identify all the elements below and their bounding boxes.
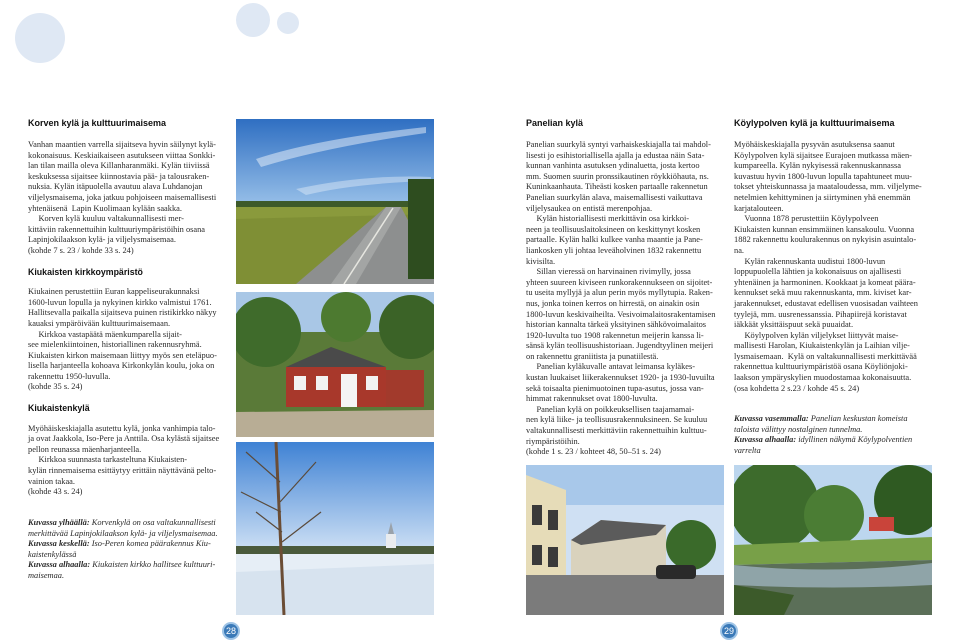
caption-label: Kuvassa vasemmalla: [734,414,809,423]
village-text-line: Kirkkoa suunnasta tarkasteltuna Kiukaisten- [28,455,188,465]
caption-line [28,529,228,540]
caption-line [28,571,228,582]
panelia-text-line: sänsä kylän teollisuushistoriaan. Jugendtyylinen meijeri [526,341,714,351]
panelia-text-line: nus, jonka toinen kerros on hirrestä, on ainakin osin [526,298,700,308]
village-text-line: (kohde 43 s. 24) [28,487,83,497]
village-text-line: vainion takaa. [28,476,75,486]
photo-panelia-center [526,465,724,615]
photo-korven-road [236,119,434,284]
caption-text: kaistenkylässä [28,549,77,559]
intro-line: kokonaisuus. Keskiaikaiseen asutukseen viittaa Sonkki- [28,150,216,160]
koylypolvi-text-line: tokset yhteiskunnassa ja maataloudessa, mm. viljelyme- [734,182,922,192]
intro-line: keskuksessa sijaitsee kiinnostavia pää- ja talousraken- [28,171,210,181]
koylypolvi-text-line: loppupuolella lähtien ja kokonaisuus on ajallisesti [734,267,902,277]
village-text-line: ja ovat Jaakkola, Iso-Pere ja Anttila. Osa kylästä sijaitsee [28,434,220,444]
caption-text: taloista välittyy nostalginen tunnelma. [734,424,863,434]
koylypolvi-text-line: kuvastuu hyvin 1800-luvun lopulla tapahtuneet muu- [734,171,912,181]
intro-line: viljelysmaisema, joka jatkuu pohjoiseen maisemallisesti [28,192,217,202]
village-text [28,424,228,498]
panelia-text-line: valtakunnallisesti merkittäviin rakennettuihin kulttuu- [526,426,707,436]
village-text-line: pellon reunassa mäenharjanteella. [28,444,142,454]
panelia-text-line: sekä toisaalta pienimuotoinen tupa-asutus, jossa van- [526,383,704,393]
intro-line: Korven kylä kuuluu valtakunnallisesti mer- [28,214,184,224]
church-text-line: see mielenkiintoinen, historiallinen rakennusryhmä. [28,340,202,350]
village-text-line: kylän rinnemaisema esittäytyy erittäin näyttävänä pelto- [28,466,217,476]
panelia-text-line: kunnan vanhinta asutuksen ydinaluetta, josta kertoo [526,161,700,171]
koylypolvi-text-line: Köylypolven kylä sijaitsee Eurajoen mutkassa mäen- [734,150,912,160]
caption-text: Korvenkylä on osa valtakunnallisesti [89,518,216,527]
church-heading: Kiukaisten kirkkoympäristö [28,266,143,277]
koylypolvi-text-line: 1882 rakennettu koulurakennus on nykyisin asuintalo- [734,235,917,245]
koylypolvi-text-line: (osa kohdetta 2 s.23 / kohde 45 s. 24) [734,383,860,393]
intro-line: (kohde 7 s. 23 / kohde 33 s. 24) [28,245,134,255]
village-text-line: Myöhäiskeskiajalla asutettu kylä, jonka vanhimpia talo- [28,423,216,433]
koylypolvi-text-line: jarakennukset, edustavat edellisen vuosisadan vaihteen [734,298,918,308]
caption-text: maisemaa. [28,570,65,580]
church-text-line: Hallitsevalla paikalla sijaitseva puinen ristikirkko näkyy [28,308,217,318]
church-text-line: kauaksi ympäröivään kulttuurimaisemaan. [28,318,171,328]
koylypolvi-text-line: lysmaisemaan. Kylä on valtakunnallisesti merkittävää [734,351,917,361]
right-col2-text [734,140,934,394]
church-text-line: lisella harjanteella kohoava Kirkonkylän koulu, joka on [28,361,215,371]
panelia-text-line: himmat rakennukset ovat 1800-luvulta. [526,394,658,404]
koylypolvi-text-line: karjatalouteen. [734,203,784,213]
caption-line [28,560,228,571]
panelia-text-line: historian kannalta tärkeä yksityinen sähkövoimalaitos [526,320,707,330]
panelia-text-line: neen ja teollisuuslaitoksineen on keskittynyt kosken [526,224,701,234]
intro-line: Lapinjokilaakson kylä- ja viljelysmaisemaa. [28,235,176,245]
caption-line [28,550,228,561]
church-text-line: Kiukainen perustettiin Euran kappeliseurakunnaksi [28,287,200,297]
koylypolvi-text-line: mallisesti Harolan, Kiukaistenkylän ja Laihian vilje- [734,341,910,351]
koylypolvi-text-line: iäkkäät yksittäispuut sekä puuaidat. [734,320,854,330]
caption-label: Kuvassa keskellä: [28,539,90,549]
koylypolvi-text-line: Myöhäiskeskiajalla pysyvän asutuksensa saanut [734,140,895,149]
caption-label: Kuvassa alhaalla: [28,560,91,570]
church-text-line: (kohde 35 s. 24) [28,382,83,392]
caption-line [734,435,934,446]
panelia-text-line: nen kylä liike- ja teollisuusrakennuksineen. Se kuuluu [526,415,708,425]
panelia-text-line: mm. Suomen suurin pronssikautinen röykkiöhauta, ns. [526,171,709,181]
panelia-text-line: viljelysaukea on entistä merenpohjaa. [526,203,653,213]
panelia-text-line: yhteen suureen kiviseen runkorakennukseen on sijoitet- [526,277,713,287]
caption-line [734,446,934,457]
panelia-text-line: 1800-luvun keskivaiheilta. Vesivoimalaitosrakentamisen [526,309,716,319]
church-text-line: rakennettu 1950-luvulla. [28,371,111,381]
intro-line: kittäviin rakennettuihin kulttuuriympäristöihin osana [28,224,206,234]
intro-text [28,140,228,257]
church-text [28,287,228,393]
left-text-column [28,140,228,498]
koylypolvi-text-line: Vuonna 1878 perustettiin Köylypolveen [734,214,879,224]
right-col1-text [526,140,726,458]
photo-koylypolvi-river [734,465,932,615]
panelia-text-line: Panelian kyläkuvalle antavat leimansa kyläkes- [526,362,696,372]
panelia-text-line: Panelian suurkylän alava, maisemallisesti vaikuttava [526,192,703,202]
photo-kiukainen-church [236,442,434,615]
panelia-text-line: on rakennettu graniitista ja punatiilestä. [526,351,659,361]
intro-line: lan tilan mailla oleva Killanharanmäki. Kylän tiiviissä [28,161,210,171]
koylypolvi-text-line: yhtenäinen ja harmoninen. Kookkaat ja komeat päära- [734,277,916,287]
panelia-text-line: Panelian kylä on poikkeuksellisen taajamamai- [526,404,695,414]
photo-iso-pere-house [236,292,434,437]
caption-line [28,518,228,529]
koylypolvi-text-line: Kiukaisten kunnan ensimmäinen kansakoulu. Vuonna [734,224,915,234]
right-col1-heading: Panelian kylä [526,118,584,128]
panelia-text-line: Kuninkaanhauta. Tiheästi kosken partaalle rakennetun [526,182,708,192]
village-heading: Kiukaistenkylä [28,403,90,414]
page-number-left: 28 [225,626,236,636]
church-text-line: 1600-luvun lopulla ja nykyinen kirkko valmistui 1761. [28,297,212,307]
panelia-text-line: Sillan vieressä on harvinainen rivimylly, jossa [526,267,691,277]
panelia-text-line: (kohde 1 s. 23 / kohteet 48, 50–51 s. 24) [526,447,661,457]
koylypolvi-text-line: tyylejä, mm. uusrenessanssia. Pihapiirejä koristavat [734,309,907,319]
church-text-line: Kiukaisten kirkon maisemaan liittyy myös sen eteläpuo- [28,350,217,360]
panelia-text-line: riympäristöihin. [526,436,580,446]
caption-text: Iso-Peren komea päärakennus Kiu- [89,539,211,549]
panelia-text-line: 1920-luvulta tuo 1908 rakennetun meijerin kanssa li- [526,330,704,340]
koylypolvi-text-line: kumpareella. Kylän nykyisessä rakennuskannassa [734,161,901,171]
panelia-text-line: kivisilta. [526,256,556,266]
intro-line: yhtenäisenä Lapin Kuolimaan kylään saakka. [28,203,182,213]
panelia-text-line: Panelian suurkylä syntyi varhaiskeskiajalla tai mahdol- [526,140,711,149]
caption-line [734,425,934,436]
caption-text: idyllinen näkymä Köylypolventien [796,435,913,445]
intro-line: Vanhan maantien varrella sijaitseva hyvin säilynyt kylä- [28,140,216,149]
koylypolvi-text-line: rakennettua kulttuuriympäristöä osana Köyliönjoki- [734,362,908,372]
caption-text: varrelta [734,445,761,455]
panelia-text-line: liankosken yli johtaa leveäholvinen 1832 rakennettu [526,245,702,255]
koylypolvi-text-line: na. [734,245,744,255]
panelia-text-line: lisesti jo esihistoriallisella ajalla ja edustaa näin Sata- [526,150,705,160]
panelia-text-line: kustan luukaiset liikerakennukset 1920- ja 1930-luvuilta [526,373,715,383]
caption-label: Kuvassa ylhäällä: [28,518,90,527]
decor-circle-large [15,13,65,63]
left-page-heading: Korven kylä ja kulttuurimaisema [28,118,167,128]
decor-circle-small [277,12,299,34]
caption-label: Kuvassa alhaalla: [734,435,797,445]
right-col2-heading: Köylypolven kylä ja kulttuurimaisema [734,118,895,128]
caption-text: merkittävää Lapinjokilaakson kylä- ja viljelysmaisemaa. [28,528,218,538]
right-caption [734,414,934,456]
caption-line [734,414,934,425]
decor-circle-medium [236,3,270,37]
panelia-text-line: tu useita myllyjä ja alun perin myös myllytupia. Raken- [526,288,713,298]
panelia-text-line: Kylän historiallisesti merkittävin osa kirkkoi- [526,214,690,224]
koylypolvi-text-line: laakson ympäryskylien muodostamaa kokonaisuutta. [734,373,912,383]
caption-text: Kiukaisten kirkko hallitsee kulttuuri- [90,560,216,570]
caption-line [28,539,228,550]
koylypolvi-text-line: Kylän rakennuskanta uudistui 1800-luvun [734,256,886,266]
koylypolvi-text-line: Köylypolven kylän viljelykset liittyvät maise- [734,330,899,340]
caption-text: Panelian keskustan komeista [808,414,908,423]
page-number-right: 29 [723,626,734,636]
left-caption [28,518,228,582]
koylypolvi-text-line: kennukset sekä muu rakennuskanta, mm. kiviset kar- [734,288,912,298]
panelia-text-line: partaalle. Kylän halki kulkee vanha maantie ja Pane- [526,235,703,245]
koylypolvi-text-line: netelmien kehittyminen ja siirtyminen yhä enemmän [734,192,911,202]
intro-line: nuksia. Kylän itäpuolella avautuu alava Luhdanojan [28,182,203,192]
church-text-line: Kirkkoa vastapäätä mäenkumparella sijait- [28,329,182,339]
